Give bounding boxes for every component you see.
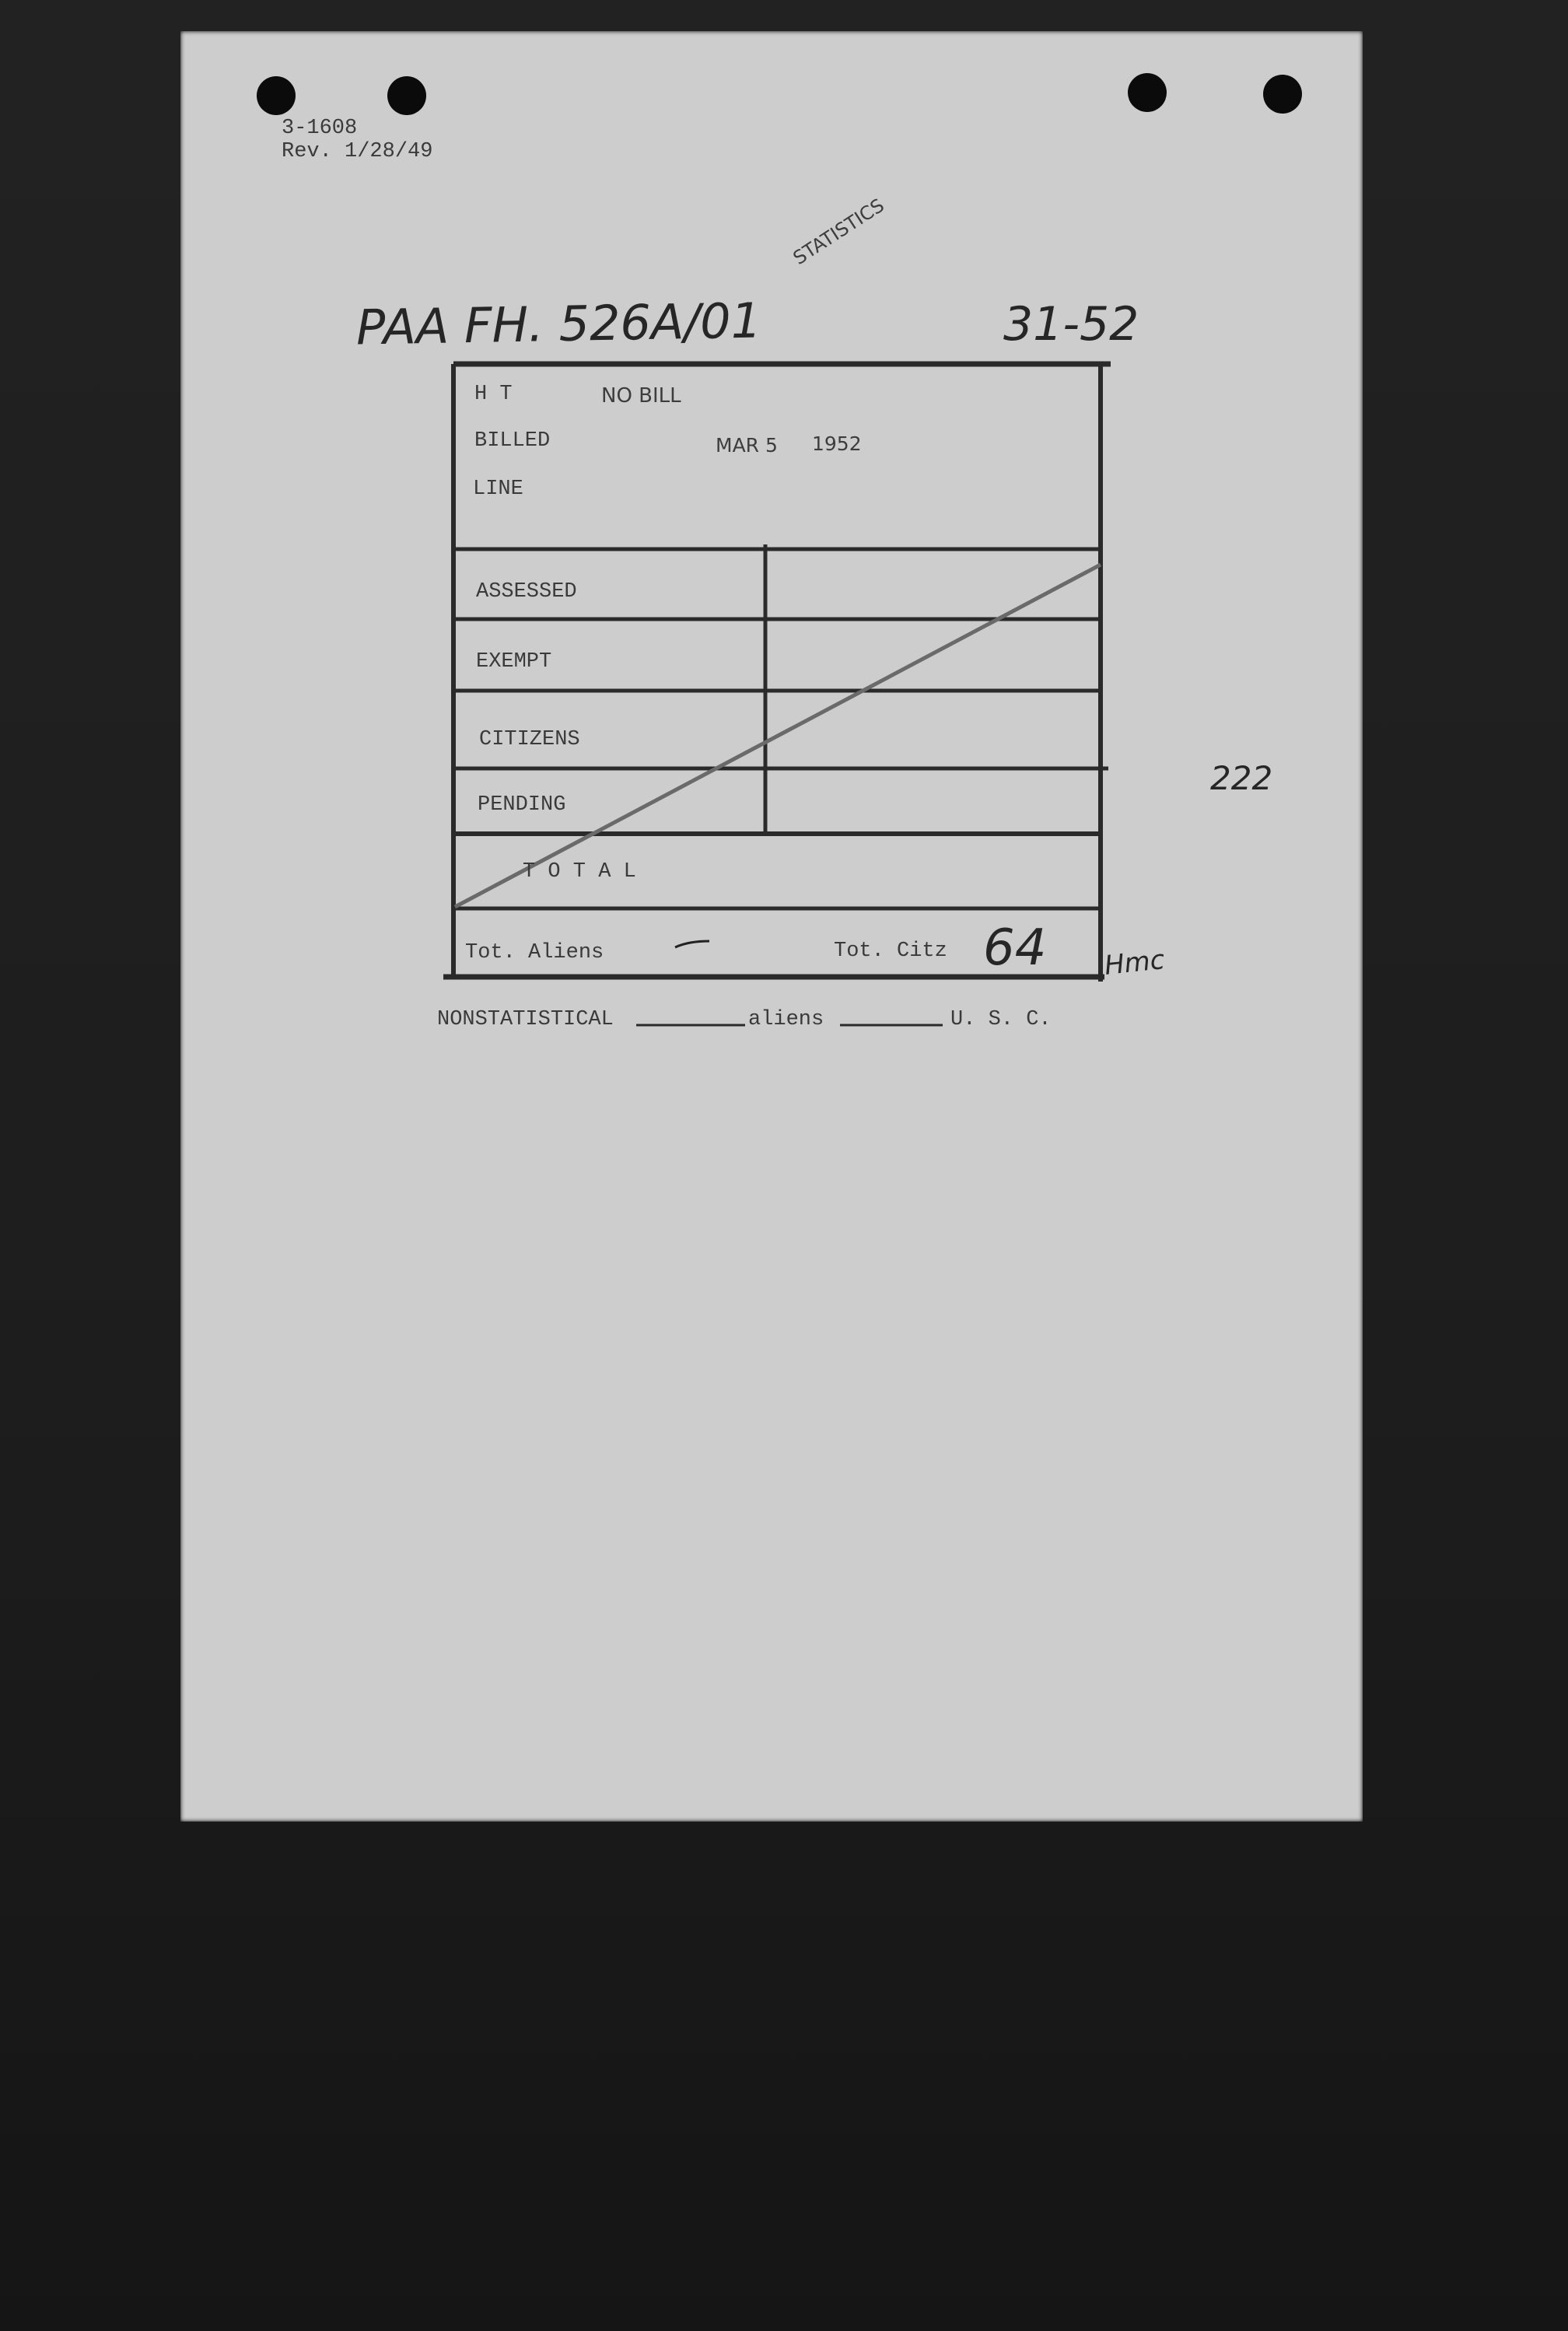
initials: Hmc bbox=[1103, 944, 1167, 982]
total-aliens-label: Tot. Aliens bbox=[465, 941, 604, 964]
row-label-ht: H T bbox=[474, 383, 513, 406]
handwritten-date: 31-52 bbox=[1003, 297, 1139, 352]
form-number: 3-1608 bbox=[282, 117, 358, 140]
row-label-exempt: EXEMPT bbox=[476, 650, 552, 674]
row-label-assessed: ASSESSED bbox=[476, 580, 577, 604]
billed-year-stamp: 1952 bbox=[812, 432, 862, 455]
form-revision: Rev. 1/28/49 bbox=[282, 140, 433, 163]
footer-nonstatistical: NONSTATISTICAL bbox=[437, 1008, 614, 1031]
footer-aliens: aliens bbox=[748, 1008, 824, 1031]
row-label-citizens: CITIZENS bbox=[479, 728, 580, 751]
handwritten-header: PAA FH. 526A/01 bbox=[355, 292, 762, 356]
statistics-stamp: STATISTICS bbox=[789, 194, 888, 269]
total-citizens-value: 64 bbox=[983, 919, 1047, 977]
row-label-pending: PENDING bbox=[478, 793, 566, 817]
total-aliens-value bbox=[675, 926, 706, 961]
row-label-billed: BILLED bbox=[474, 429, 551, 453]
no-bill-stamp: NO BILL bbox=[601, 384, 681, 408]
footer-usc: U. S. C. bbox=[950, 1008, 1052, 1031]
row-label-total: T O T A L bbox=[523, 860, 636, 884]
total-citizens-label: Tot. Citz bbox=[834, 940, 947, 963]
row-label-line: LINE bbox=[473, 478, 523, 501]
billed-date-stamp: MAR 5 bbox=[716, 434, 778, 457]
side-number: 222 bbox=[1210, 759, 1273, 797]
